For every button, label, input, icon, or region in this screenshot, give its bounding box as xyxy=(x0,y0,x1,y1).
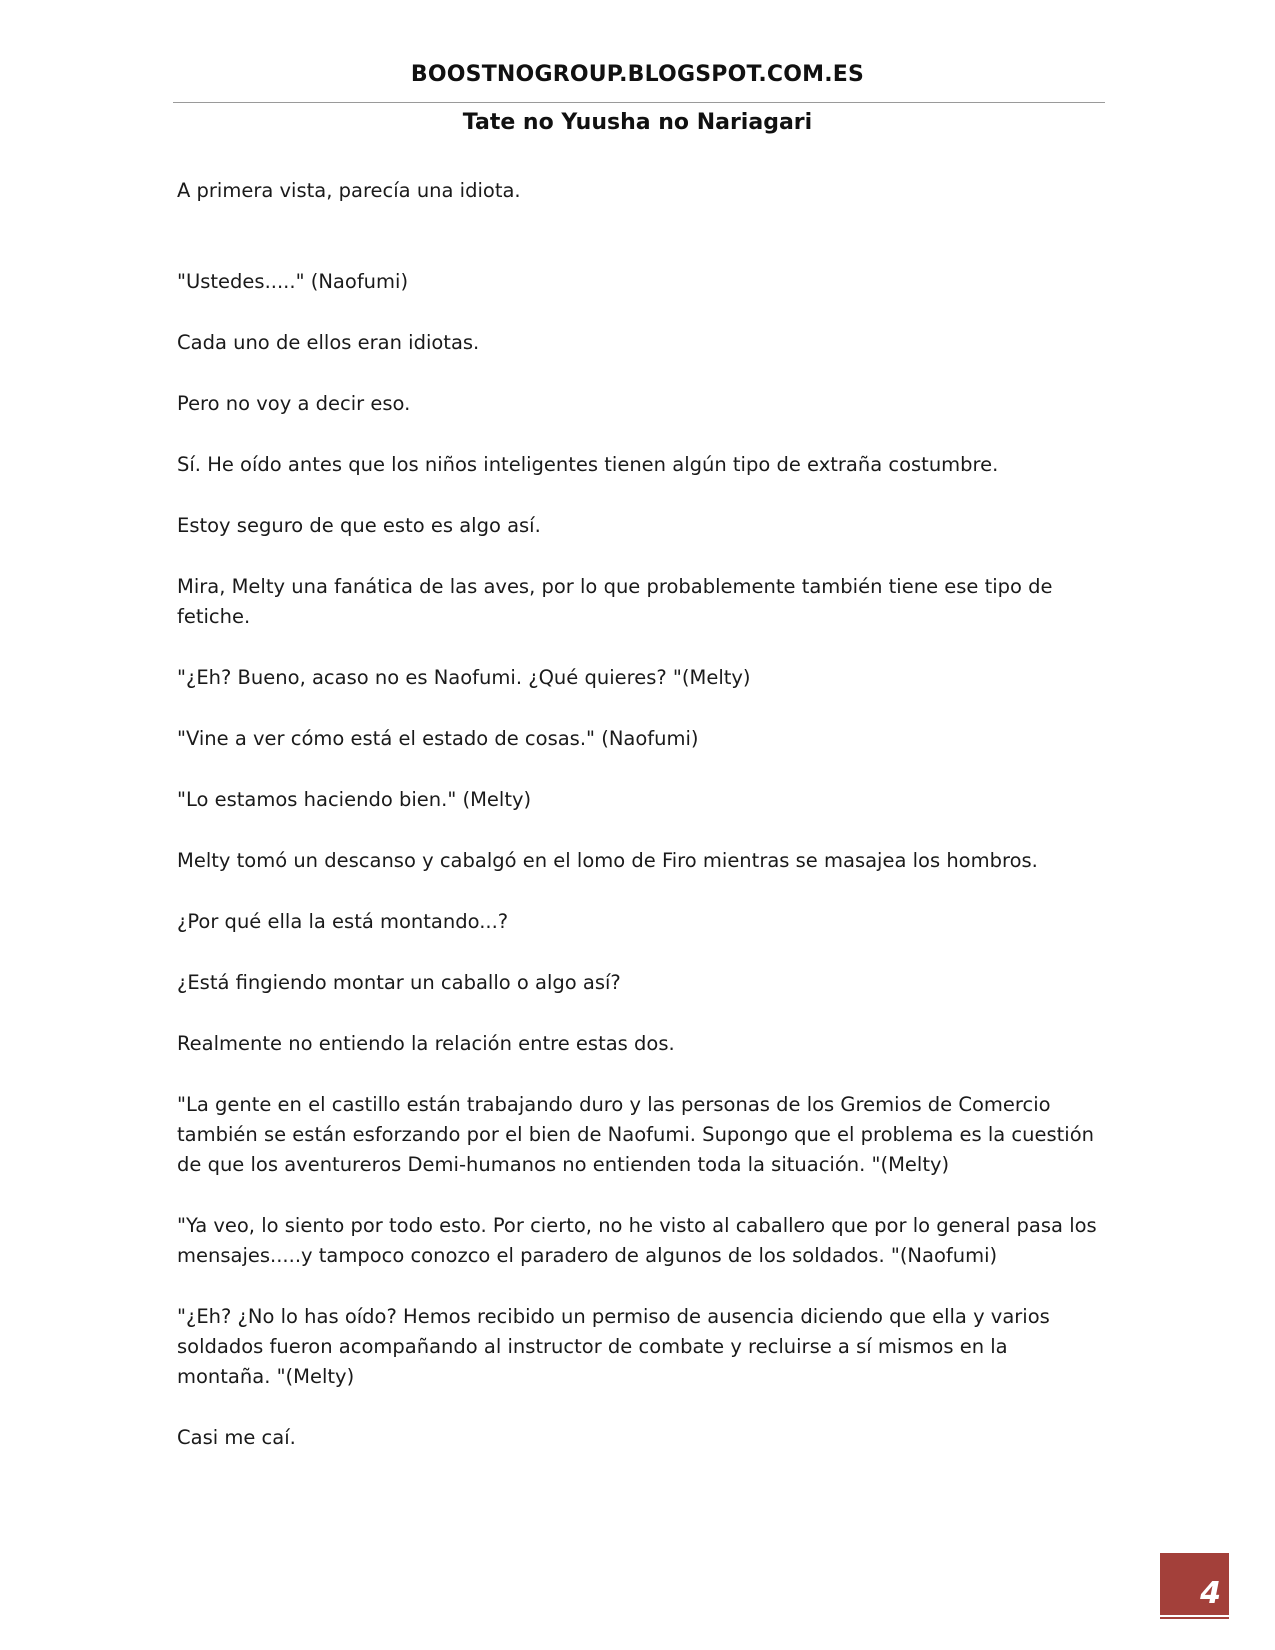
paragraph: "Ya veo, lo siento por todo esto. Por cierto, no he visto al caballero que por lo general pasa los mensajes.....y tampoco conozco el paradero de algunos de los soldados. "(Naofumi) xyxy=(177,1214,1097,1267)
paragraph: "Lo estamos haciendo bien." (Melty) xyxy=(177,788,532,811)
paragraph: Casi me caí. xyxy=(177,1426,296,1449)
paragraph: Mira, Melty una fanática de las aves, por lo que probablemente también tiene ese tipo de fetiche. xyxy=(177,575,1053,628)
paragraph: "Vine a ver cómo está el estado de cosas." (Naofumi) xyxy=(177,727,699,750)
paragraph: A primera vista, parecía una idiota. xyxy=(177,179,521,202)
document-body xyxy=(177,176,1097,1484)
paragraph: ¿Está fingiendo montar un caballo o algo así? xyxy=(177,971,621,994)
page-number: 4 xyxy=(1200,1576,1221,1611)
header-divider xyxy=(173,102,1105,103)
paragraph: ¿Por qué ella la está montando...? xyxy=(177,910,509,933)
document-title: Tate no Yuusha no Nariagari xyxy=(462,110,813,135)
paragraph: Melty tomó un descanso y cabalgó en el lomo de Firo mientras se masajea los hombros. xyxy=(177,849,1038,872)
site-header: BOOSTNOGROUP.BLOGSPOT.COM.ES xyxy=(410,62,865,87)
paragraph: "¿Eh? ¿No lo has oído? Hemos recibido un permiso de ausencia diciendo que ella y varios soldados fueron acompañando al instructor de combate y recluirse a sí mismos en la montaña. "(Melty) xyxy=(177,1305,1050,1388)
paragraph: "La gente en el castillo están trabajando duro y las personas de los Gremios de Comercio también se están esforzando por el bien de Naofumi. Supongo que el problema es la cuestión de que los aventureros Demi-humanos no entienden toda la situación. "(Melty) xyxy=(177,1093,1094,1176)
paragraph: Pero no voy a decir eso. xyxy=(177,392,411,415)
paragraph: "Ustedes....." (Naofumi) xyxy=(177,270,409,293)
paragraph: Estoy seguro de que esto es algo así. xyxy=(177,514,541,537)
paragraph: Realmente no entiendo la relación entre estas dos. xyxy=(177,1032,675,1055)
page-number-badge xyxy=(1160,1553,1229,1615)
paragraph: "¿Eh? Bueno, acaso no es Naofumi. ¿Qué quieres? "(Melty) xyxy=(177,666,751,689)
paragraph: Cada uno de ellos eran idiotas. xyxy=(177,331,480,354)
paragraph: Sí. He oído antes que los niños inteligentes tienen algún tipo de extraña costumbre. xyxy=(177,453,999,476)
page-number-underline xyxy=(1160,1617,1229,1619)
